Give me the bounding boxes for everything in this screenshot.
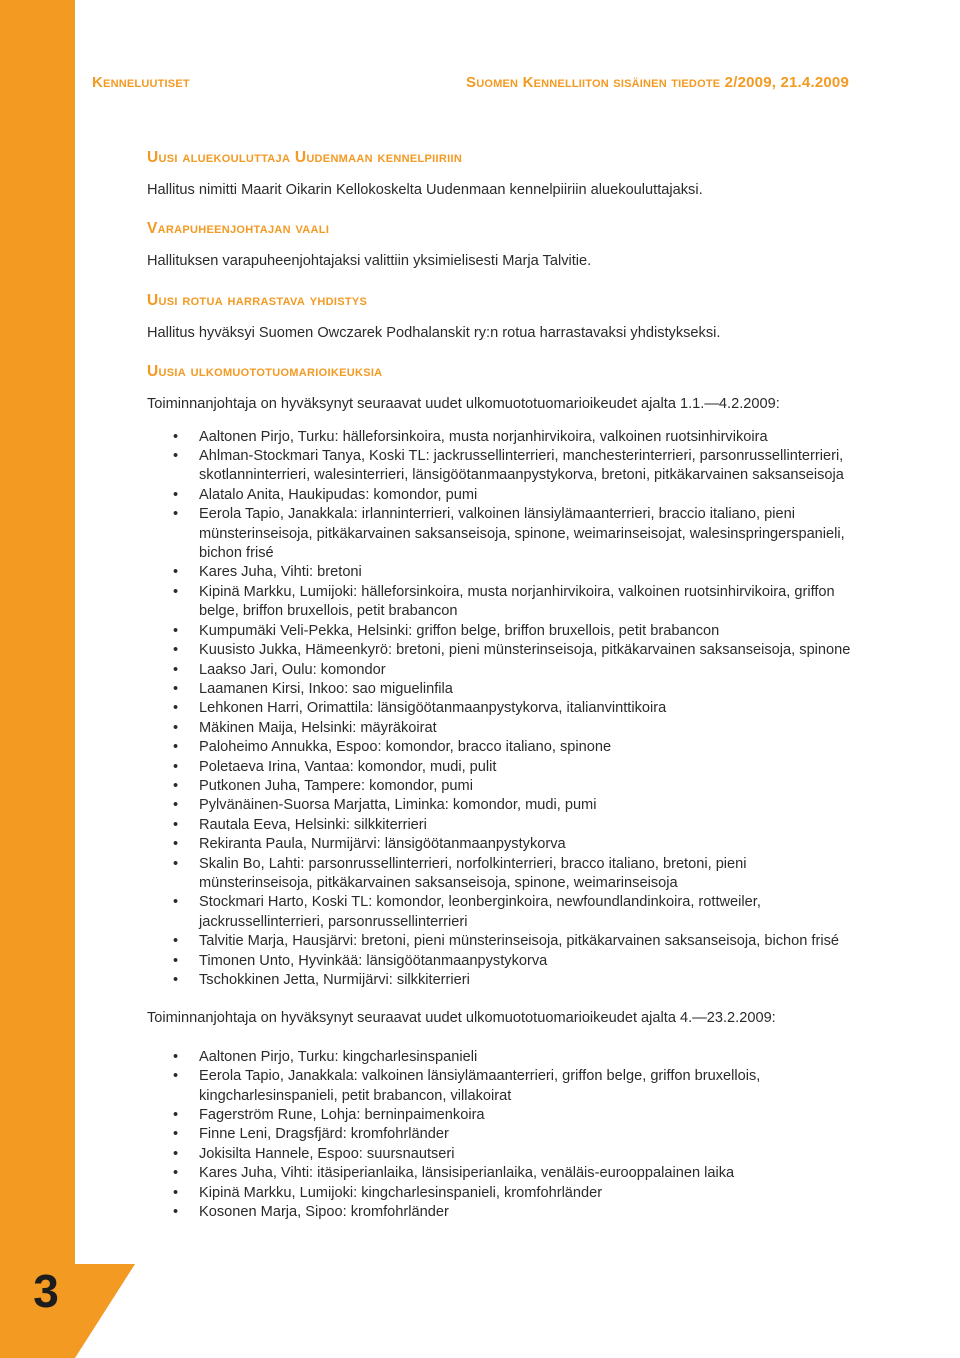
- list-item: • Pylvänäinen-Suorsa Marjatta, Liminka: komondor, mudi, pumi: [147, 796, 857, 815]
- list-item: • Aaltonen Pirjo, Turku: kingcharlesinspanieli: [147, 1048, 857, 1067]
- list-item: • Kares Juha, Vihti: bretoni: [147, 563, 857, 582]
- list-item: • Stockmari Harto, Koski TL: komondor, leonberginkoira, newfoundlandinkoira, rottweiler, jackrussellinterrieri, parsonrussellinterrieri: [147, 893, 857, 932]
- list-item: • Kuusisto Jukka, Hämeenkyrö: bretoni, pieni münsterinseisoja, pitkäkarvainen saksanseisoja, spinone: [147, 641, 857, 660]
- page-number: 3: [33, 1265, 59, 1317]
- judge-list-feb: [147, 1048, 857, 1223]
- list-item: • Skalin Bo, Lahti: parsonrussellinterrieri, norfolkinterrieri, bracco italiano, bretoni, pieni münsterinseisoja, pitkäkarvainen saksanseisoja, spinone, weimarinseisoja: [147, 855, 857, 894]
- list-item: • Alatalo Anita, Haukipudas: komondor, pumi: [147, 486, 857, 505]
- list-item: • Finne Leni, Dragsfjärd: kromfohrländer: [147, 1125, 857, 1144]
- list-item: • Poletaeva Irina, Vantaa: komondor, mudi, pulit: [147, 758, 857, 777]
- header-publication-info: Suomen Kennelliiton sisäinen tiedote 2/2009, 21.4.2009: [466, 74, 849, 91]
- list-item: • Putkonen Juha, Tampere: komondor, pumi: [147, 777, 857, 796]
- list-item: • Lehkonen Harri, Orimattila: länsigöötanmaanpystykorva, italianvinttikoira: [147, 699, 857, 718]
- section-text: Toiminnanjohtaja on hyväksynyt seuraavat uudet ulkomuototuomarioikeudet ajalta 1.1.—4.2.2009:: [147, 396, 780, 413]
- page-header: [92, 74, 849, 91]
- list-item: • Ahlman-Stockmari Tanya, Koski TL: jackrussellinterrieri, manchesterinterrieri, parsonrussellinterrieri, skotlanninterrieri, walesinterrieri, länsigöötanmaanpystykorva, bretoni, pitkäkarvainen saksanseisoja: [147, 447, 857, 486]
- section-title: Varapuheenjohtajan vaali: [147, 220, 330, 238]
- list-item: • Kipinä Markku, Lumijoki: hälleforsinkoira, musta norjanhirvikoira, valkoinen ruotsinhirvikoira, griffon belge, briffon bruxellois, petit brabancon: [147, 583, 857, 622]
- list-item: • Kares Juha, Vihti: itäsiperianlaika, länsisiperianlaika, venäläis-eurooppalainen laika: [147, 1164, 857, 1183]
- side-accent-bar: [0, 0, 75, 1358]
- list-item: • Mäkinen Maija, Helsinki: mäyräkoirat: [147, 719, 857, 738]
- list-item: • Jokisilta Hannele, Espoo: suursnautseri: [147, 1145, 857, 1164]
- list-item: • Paloheimo Annukka, Espoo: komondor, bracco italiano, spinone: [147, 738, 857, 757]
- section-title: Uusi rotua harrastava yhdistys: [147, 291, 368, 309]
- list-item: • Tschokkinen Jetta, Nurmijärvi: silkkiterrieri: [147, 971, 857, 990]
- header-section-name: Kenneluutiset: [92, 74, 190, 91]
- list-item: • Kumpumäki Veli-Pekka, Helsinki: griffon belge, briffon bruxellois, petit brabancon: [147, 622, 857, 641]
- list-item: • Rautala Eeva, Helsinki: silkkiterrieri: [147, 816, 857, 835]
- list-item: • Timonen Unto, Hyvinkää: länsigöötanmaanpystykorva: [147, 952, 857, 971]
- article-body: [147, 148, 857, 1222]
- judge-list-jan-feb: [147, 428, 857, 991]
- list-item: • Talvitie Marja, Hausjärvi: bretoni, pieni münsterinseisoja, pitkäkarvainen saksanseisoja, bichon frisé: [147, 932, 857, 951]
- section-title: Uusia ulkomuototuomarioikeuksia: [147, 363, 383, 381]
- list-item: • Eerola Tapio, Janakkala: irlanninterrieri, valkoinen länsiylämaanterrieri, braccio italiano, pieni münsterinseisoja, pitkäkarvainen saksanseisoja, spinone, weimarinseisojat, walesinspringerspanieli, bichon frisé: [147, 505, 857, 563]
- section-title: Uusi aluekouluttaja Uudenmaan kennelpiiriin: [147, 149, 463, 166]
- section-text: Hallituksen varapuheenjohtajaksi valittiin yksimielisesti Marja Talvitie.: [147, 253, 592, 270]
- list-item: • Fagerström Rune, Lohja: berninpaimenkoira: [147, 1106, 857, 1125]
- list-item: • Laakso Jari, Oulu: komondor: [147, 661, 857, 680]
- section-text: Toiminnanjohtaja on hyväksynyt seuraavat uudet ulkomuototuomarioikeudet ajalta 4.—23.2.2009:: [147, 1010, 776, 1027]
- list-item: • Kosonen Marja, Sipoo: kromfohrländer: [147, 1203, 857, 1222]
- list-item: • Rekiranta Paula, Nurmijärvi: länsigöötanmaanpystykorva: [147, 835, 857, 854]
- list-item: • Aaltonen Pirjo, Turku: hälleforsinkoira, musta norjanhirvikoira, valkoinen ruotsinhirvikoira: [147, 428, 857, 447]
- section-text: Hallitus hyväksyi Suomen Owczarek Podhalanskit ry:n rotua harrastavaksi yhdistykseksi.: [147, 324, 721, 341]
- list-item: • Eerola Tapio, Janakkala: valkoinen länsiylämaanterrieri, griffon belge, griffon bruxellois, kingcharlesinspanieli, petit brabancon, villakoirat: [147, 1067, 857, 1106]
- section-text: Hallitus nimitti Maarit Oikarin Kellokoskelta Uudenmaan kennelpiiriin aluekouluttajaksi.: [147, 182, 703, 198]
- list-item: • Kipinä Markku, Lumijoki: kingcharlesinspanieli, kromfohrländer: [147, 1184, 857, 1203]
- list-item: • Laamanen Kirsi, Inkoo: sao miguelinfila: [147, 680, 857, 699]
